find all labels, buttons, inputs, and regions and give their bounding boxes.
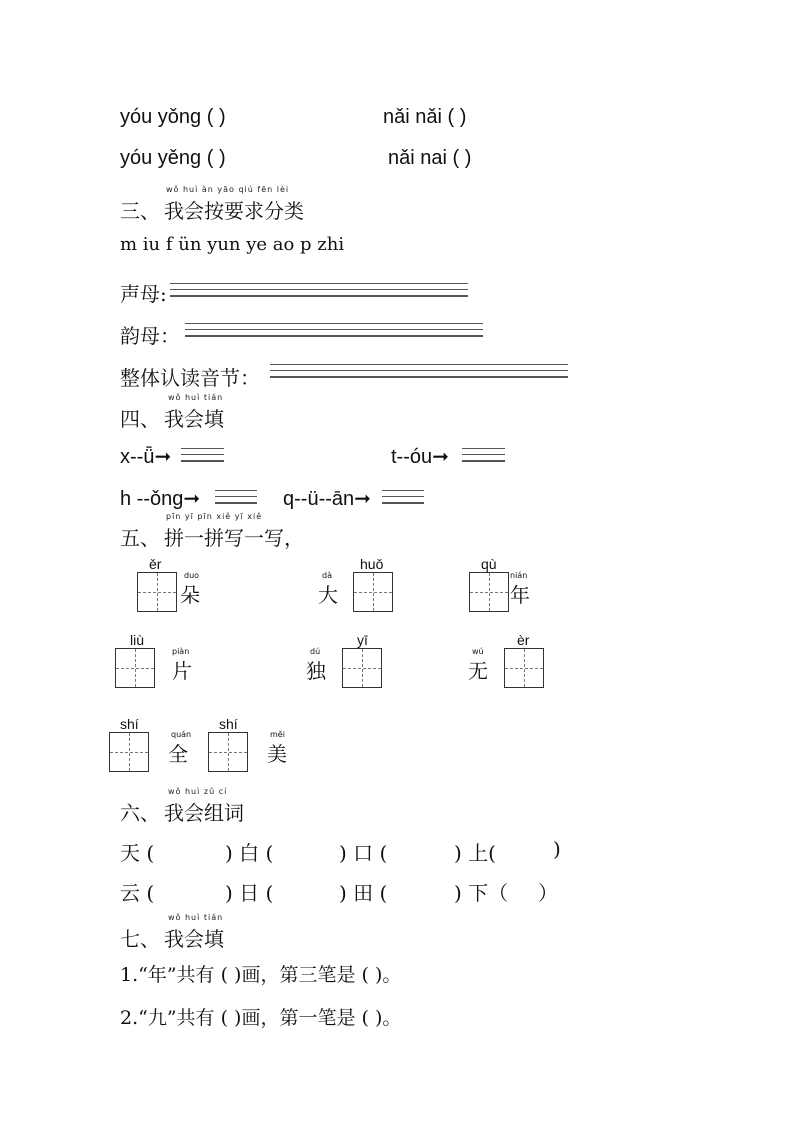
section4-pinyin: wǒ huì tián (168, 393, 224, 402)
compare-row1-right: nǎi nǎi ( ) (383, 106, 467, 128)
yunmu-label: 韵母： (120, 324, 180, 348)
word4-small-pinyin: piàn (172, 647, 190, 656)
word3-char: 年 (510, 583, 530, 607)
fill-item-4: q--ü--ān➞ (283, 488, 371, 510)
fill-item-1: x--ǖ➞ (120, 446, 172, 468)
shengmu-writing-lines[interactable] (170, 283, 468, 297)
word8-tian-grid[interactable] (208, 732, 248, 772)
zuci-row2-d: ) 下（ (454, 881, 509, 905)
compare-row1-left: yóu yǒng ( ) (120, 106, 226, 128)
section6-title: 我会组词 (164, 801, 244, 825)
zuci-row1-b: ) 白 ( (225, 841, 274, 865)
section7-pinyin: wǒ huì tián (168, 913, 224, 922)
word8-pinyin: shí (219, 716, 238, 732)
word2-char: 大 (318, 583, 338, 607)
zhengti-label: 整体认读音节： (120, 366, 260, 390)
fill-item-2: t--óu➞ (391, 446, 449, 468)
yunmu-writing-lines[interactable] (185, 323, 483, 337)
question-1: 1.“年”共有 ( )画，第三笔是 ( )。 (120, 964, 402, 986)
word5-pinyin: yī (357, 632, 368, 648)
word1-tian-grid[interactable] (137, 572, 177, 612)
fill-lines-1[interactable] (181, 448, 224, 462)
word2-tian-grid[interactable] (353, 572, 393, 612)
section5-pinyin: pīn yī pīn xiě yī xiě (166, 512, 263, 521)
zuci-row2-c: ) 田 ( (339, 881, 388, 905)
fill-lines-2[interactable] (462, 448, 505, 462)
zuci-row2-a: 云 ( (120, 881, 155, 905)
section5-title: 拼一拼写一写， (164, 526, 304, 550)
word4-tian-grid[interactable] (115, 648, 155, 688)
zuci-row1-a: 天 ( (120, 841, 155, 865)
section3-number: 三、 (120, 199, 160, 223)
word1-char: 朵 (180, 583, 200, 607)
word5-char: 独 (306, 659, 326, 683)
zuci-row1-c: ) 口 ( (339, 841, 388, 865)
section6-pinyin: wǒ huì zǔ cí (168, 787, 228, 796)
word6-char: 无 (468, 659, 488, 683)
section7-number: 七、 (120, 927, 160, 951)
word4-char: 片 (172, 659, 192, 683)
section6-number: 六、 (120, 801, 160, 825)
word5-tian-grid[interactable] (342, 648, 382, 688)
fill-lines-4[interactable] (382, 490, 424, 504)
word3-pinyin: qù (481, 556, 497, 572)
section3-pinyin: wǒ huì àn yāo qiú fēn lèi (166, 185, 290, 194)
section7-title: 我会填 (164, 927, 224, 951)
section4-title: 我会填 (164, 407, 224, 431)
word8-char: 美 (267, 742, 287, 766)
word1-pinyin: ěr (149, 556, 162, 572)
question-2: 2.“九”共有 ( )画，第一笔是 ( )。 (120, 1007, 402, 1029)
word8-small-pinyin: měi (270, 730, 285, 739)
shengmu-label: 声母: (120, 282, 167, 306)
word2-small-pinyin: dà (322, 571, 332, 580)
word3-tian-grid[interactable] (469, 572, 509, 612)
zuci-row2-b: ) 日 ( (225, 881, 274, 905)
zuci-row2-e: ） (538, 881, 558, 905)
word5-small-pinyin: dú (310, 647, 321, 656)
word7-char: 全 (168, 742, 188, 766)
section3-letters: m iu f ün yun ye ao p zhi (120, 234, 345, 255)
word1-small-pinyin: duo (184, 571, 200, 580)
zuci-row1-d: ) 上( (454, 841, 496, 865)
zuci-row1-e: ) (553, 837, 561, 861)
zhengti-writing-lines[interactable] (270, 364, 568, 378)
fill-lines-3[interactable] (215, 490, 257, 504)
word7-pinyin: shí (120, 716, 139, 732)
word4-pinyin: liù (130, 632, 145, 648)
word6-tian-grid[interactable] (504, 648, 544, 688)
word2-pinyin: huǒ (360, 556, 384, 572)
word6-small-pinyin: wú (472, 647, 484, 656)
section3-title: 我会按要求分类 (164, 199, 304, 223)
compare-row2-right: nǎi nai ( ) (388, 147, 472, 169)
word3-small-pinyin: nián (510, 571, 528, 580)
section5-number: 五、 (120, 526, 160, 550)
compare-row2-left: yóu yěng ( ) (120, 147, 226, 169)
fill-item-3: h --ǒng➞ (120, 488, 201, 510)
section4-number: 四、 (120, 407, 160, 431)
word6-pinyin: èr (517, 632, 530, 648)
word7-tian-grid[interactable] (109, 732, 149, 772)
word7-small-pinyin: quán (171, 730, 192, 739)
